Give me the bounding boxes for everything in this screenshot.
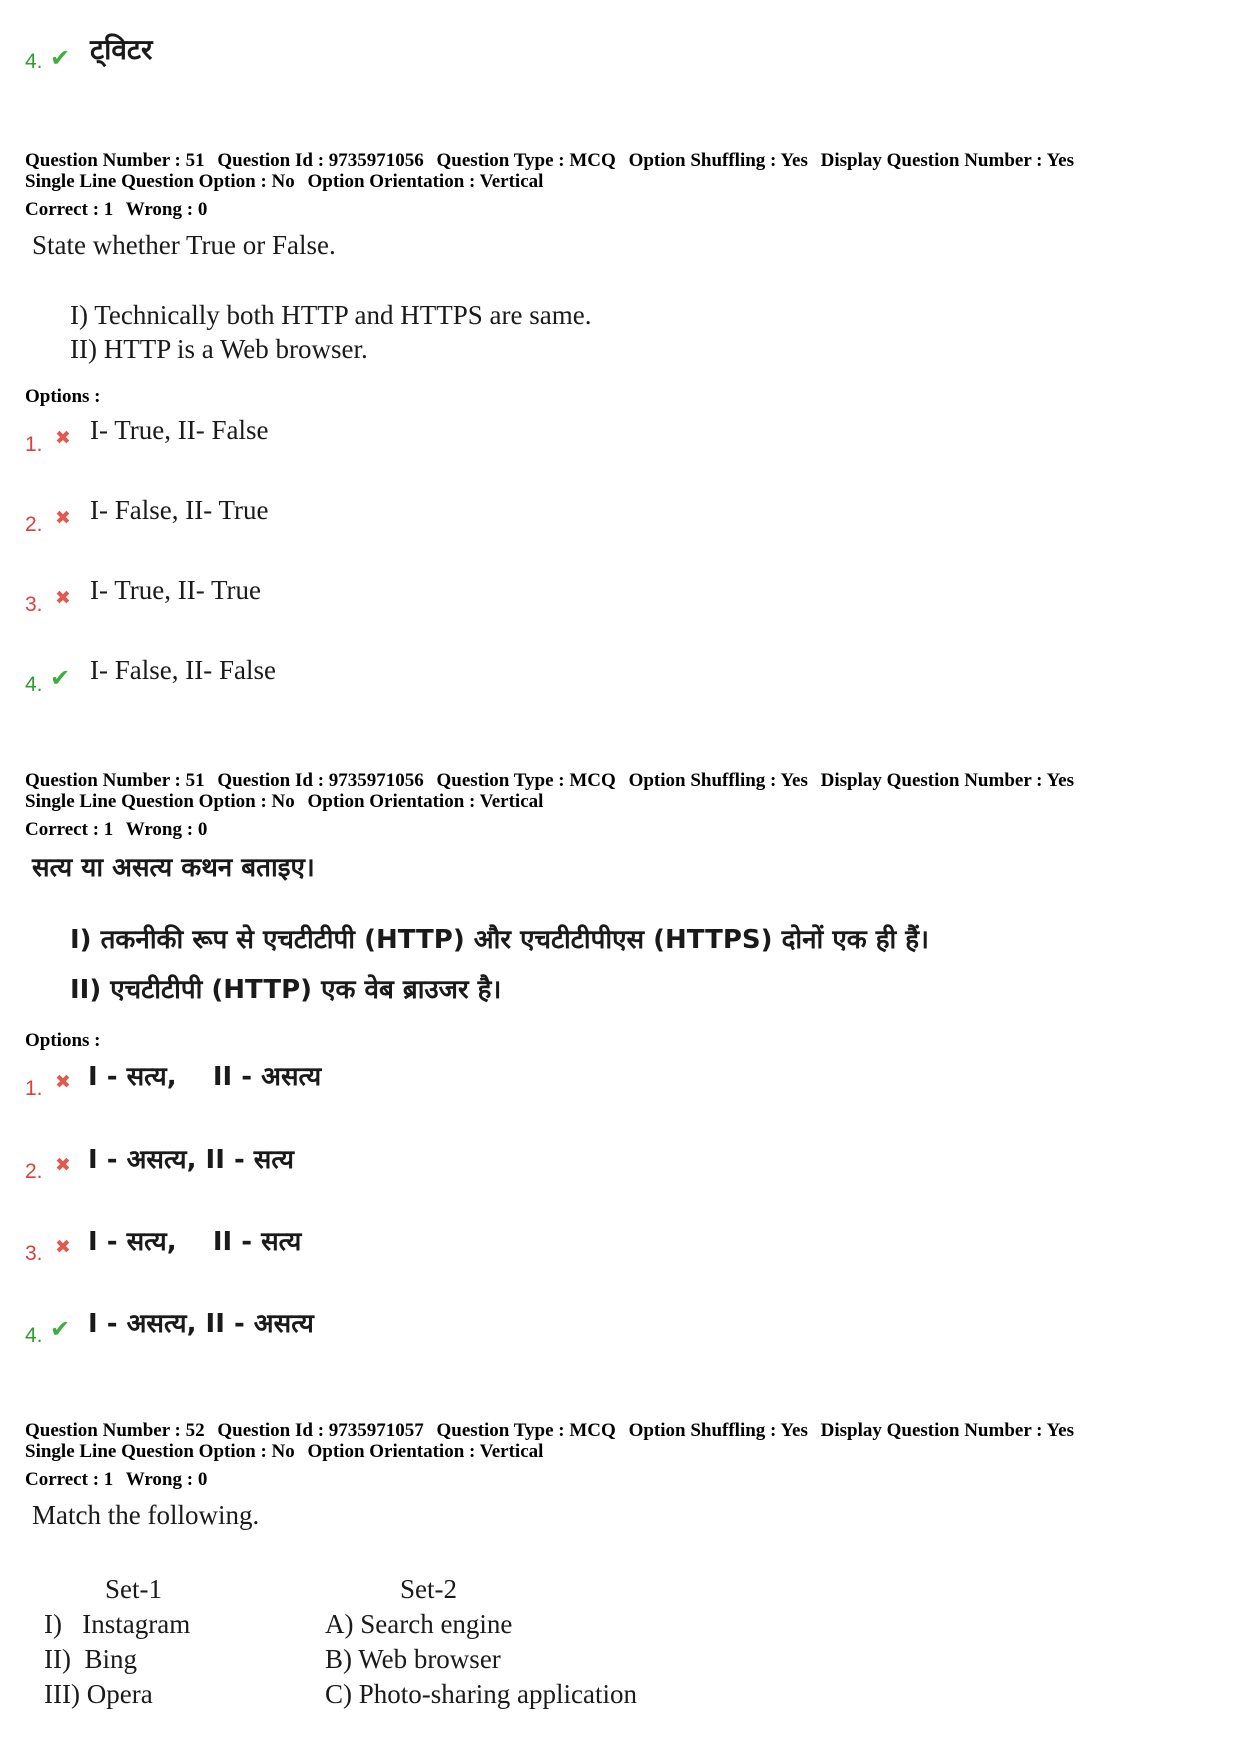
single-line-option-label: Single Line Question Option : No — [25, 791, 295, 812]
option-number: 4. — [25, 50, 43, 73]
question-type-label: Question Type : MCQ — [436, 1420, 616, 1441]
single-line-option-label: Single Line Question Option : No — [25, 1441, 295, 1462]
option-text[interactable]: I- True, II- True — [90, 575, 262, 605]
wrong-marks-label: Wrong : 0 — [125, 1469, 208, 1490]
options-label: Options : — [25, 1030, 101, 1051]
cross-icon: ✖ — [55, 1071, 71, 1093]
question-meta-line2 — [25, 791, 543, 812]
question-meta-line2 — [25, 1441, 543, 1462]
set1-item: II) Bing — [44, 1644, 137, 1674]
statement-1: I) Technically both HTTP and HTTPS are same. — [70, 300, 592, 330]
marks-line — [25, 1469, 207, 1490]
check-icon: ✔ — [50, 44, 71, 72]
question-type-label: Question Type : MCQ — [436, 770, 616, 791]
option-orientation-label: Option Orientation : Vertical — [307, 791, 544, 812]
option-text[interactable]: I- False, II- True — [90, 495, 269, 525]
set1-item: I) Instagram — [44, 1609, 191, 1639]
option-shuffling-label: Option Shuffling : Yes — [628, 1420, 808, 1441]
option-text[interactable]: I - असत्य, II - सत्य — [88, 1145, 294, 1175]
option-shuffling-label: Option Shuffling : Yes — [628, 150, 808, 171]
statement-2: II) एचटीटीपी (HTTP) एक वेब ब्राउजर है। — [70, 975, 502, 1005]
question-stem: Match the following. — [32, 1500, 260, 1530]
set2-item: C) Photo-sharing application — [325, 1679, 637, 1709]
options-label: Options : — [25, 386, 101, 407]
option-number: 3. — [25, 593, 43, 616]
display-question-number-label: Display Question Number : Yes — [820, 770, 1074, 791]
statement-2: II) HTTP is a Web browser. — [70, 334, 368, 364]
option-number: 2. — [25, 513, 43, 536]
set1-header: Set-1 — [105, 1574, 162, 1604]
marks-line — [25, 819, 207, 840]
check-icon: ✔ — [50, 664, 71, 692]
question-meta-line1 — [25, 1420, 1074, 1441]
option-text[interactable]: I - असत्य, II - असत्य — [88, 1309, 314, 1339]
option-text[interactable]: I- True, II- False — [90, 415, 269, 445]
question-stem: सत्य या असत्य कथन बताइए। — [32, 853, 315, 883]
cross-icon: ✖ — [55, 1154, 71, 1176]
question-number-label: Question Number : 52 — [25, 1420, 205, 1441]
question-meta-line1 — [25, 150, 1074, 171]
option-number: 4. — [25, 673, 43, 696]
option-shuffling-label: Option Shuffling : Yes — [628, 770, 808, 791]
wrong-marks-label: Wrong : 0 — [125, 199, 208, 220]
question-id-label: Question Id : 9735971056 — [217, 150, 424, 171]
question-id-label: Question Id : 9735971056 — [217, 770, 424, 791]
cross-icon: ✖ — [55, 1236, 71, 1258]
option-text: ट्विटर — [90, 33, 153, 66]
option-text[interactable]: I - सत्य, II - सत्य — [88, 1227, 302, 1257]
cross-icon: ✖ — [55, 427, 71, 449]
question-number-label: Question Number : 51 — [25, 150, 205, 171]
set2-header: Set-2 — [400, 1574, 457, 1604]
option-text[interactable]: I- False, II- False — [90, 655, 276, 685]
set2-item: A) Search engine — [325, 1609, 513, 1639]
option-orientation-label: Option Orientation : Vertical — [307, 1441, 544, 1462]
question-stem: State whether True or False. — [32, 230, 336, 260]
cross-icon: ✖ — [55, 587, 71, 609]
question-id-label: Question Id : 9735971057 — [217, 1420, 424, 1441]
set1-item: III) Opera — [44, 1679, 153, 1709]
question-type-label: Question Type : MCQ — [436, 150, 616, 171]
correct-marks-label: Correct : 1 — [25, 199, 114, 220]
statement-1: I) तकनीकी रूप से एचटीटीपी (HTTP) और एचटीटीपीएस (HTTPS) दोनों एक ही हैं। — [70, 925, 929, 955]
question-number-label: Question Number : 51 — [25, 770, 205, 791]
option-number: 1. — [25, 433, 43, 456]
correct-marks-label: Correct : 1 — [25, 819, 114, 840]
marks-line — [25, 199, 207, 220]
option-number: 3. — [25, 1242, 43, 1265]
single-line-option-label: Single Line Question Option : No — [25, 171, 295, 192]
question-meta-line2 — [25, 171, 543, 192]
option-number: 2. — [25, 1160, 43, 1183]
set2-item: B) Web browser — [325, 1644, 501, 1674]
option-number: 1. — [25, 1077, 43, 1100]
check-icon: ✔ — [50, 1315, 71, 1343]
wrong-marks-label: Wrong : 0 — [125, 819, 208, 840]
correct-marks-label: Correct : 1 — [25, 1469, 114, 1490]
question-meta-line1 — [25, 770, 1074, 791]
display-question-number-label: Display Question Number : Yes — [820, 150, 1074, 171]
display-question-number-label: Display Question Number : Yes — [820, 1420, 1074, 1441]
option-orientation-label: Option Orientation : Vertical — [307, 171, 544, 192]
cross-icon: ✖ — [55, 507, 71, 529]
option-number: 4. — [25, 1324, 43, 1347]
option-text[interactable]: I - सत्य, II - असत्य — [88, 1062, 322, 1092]
